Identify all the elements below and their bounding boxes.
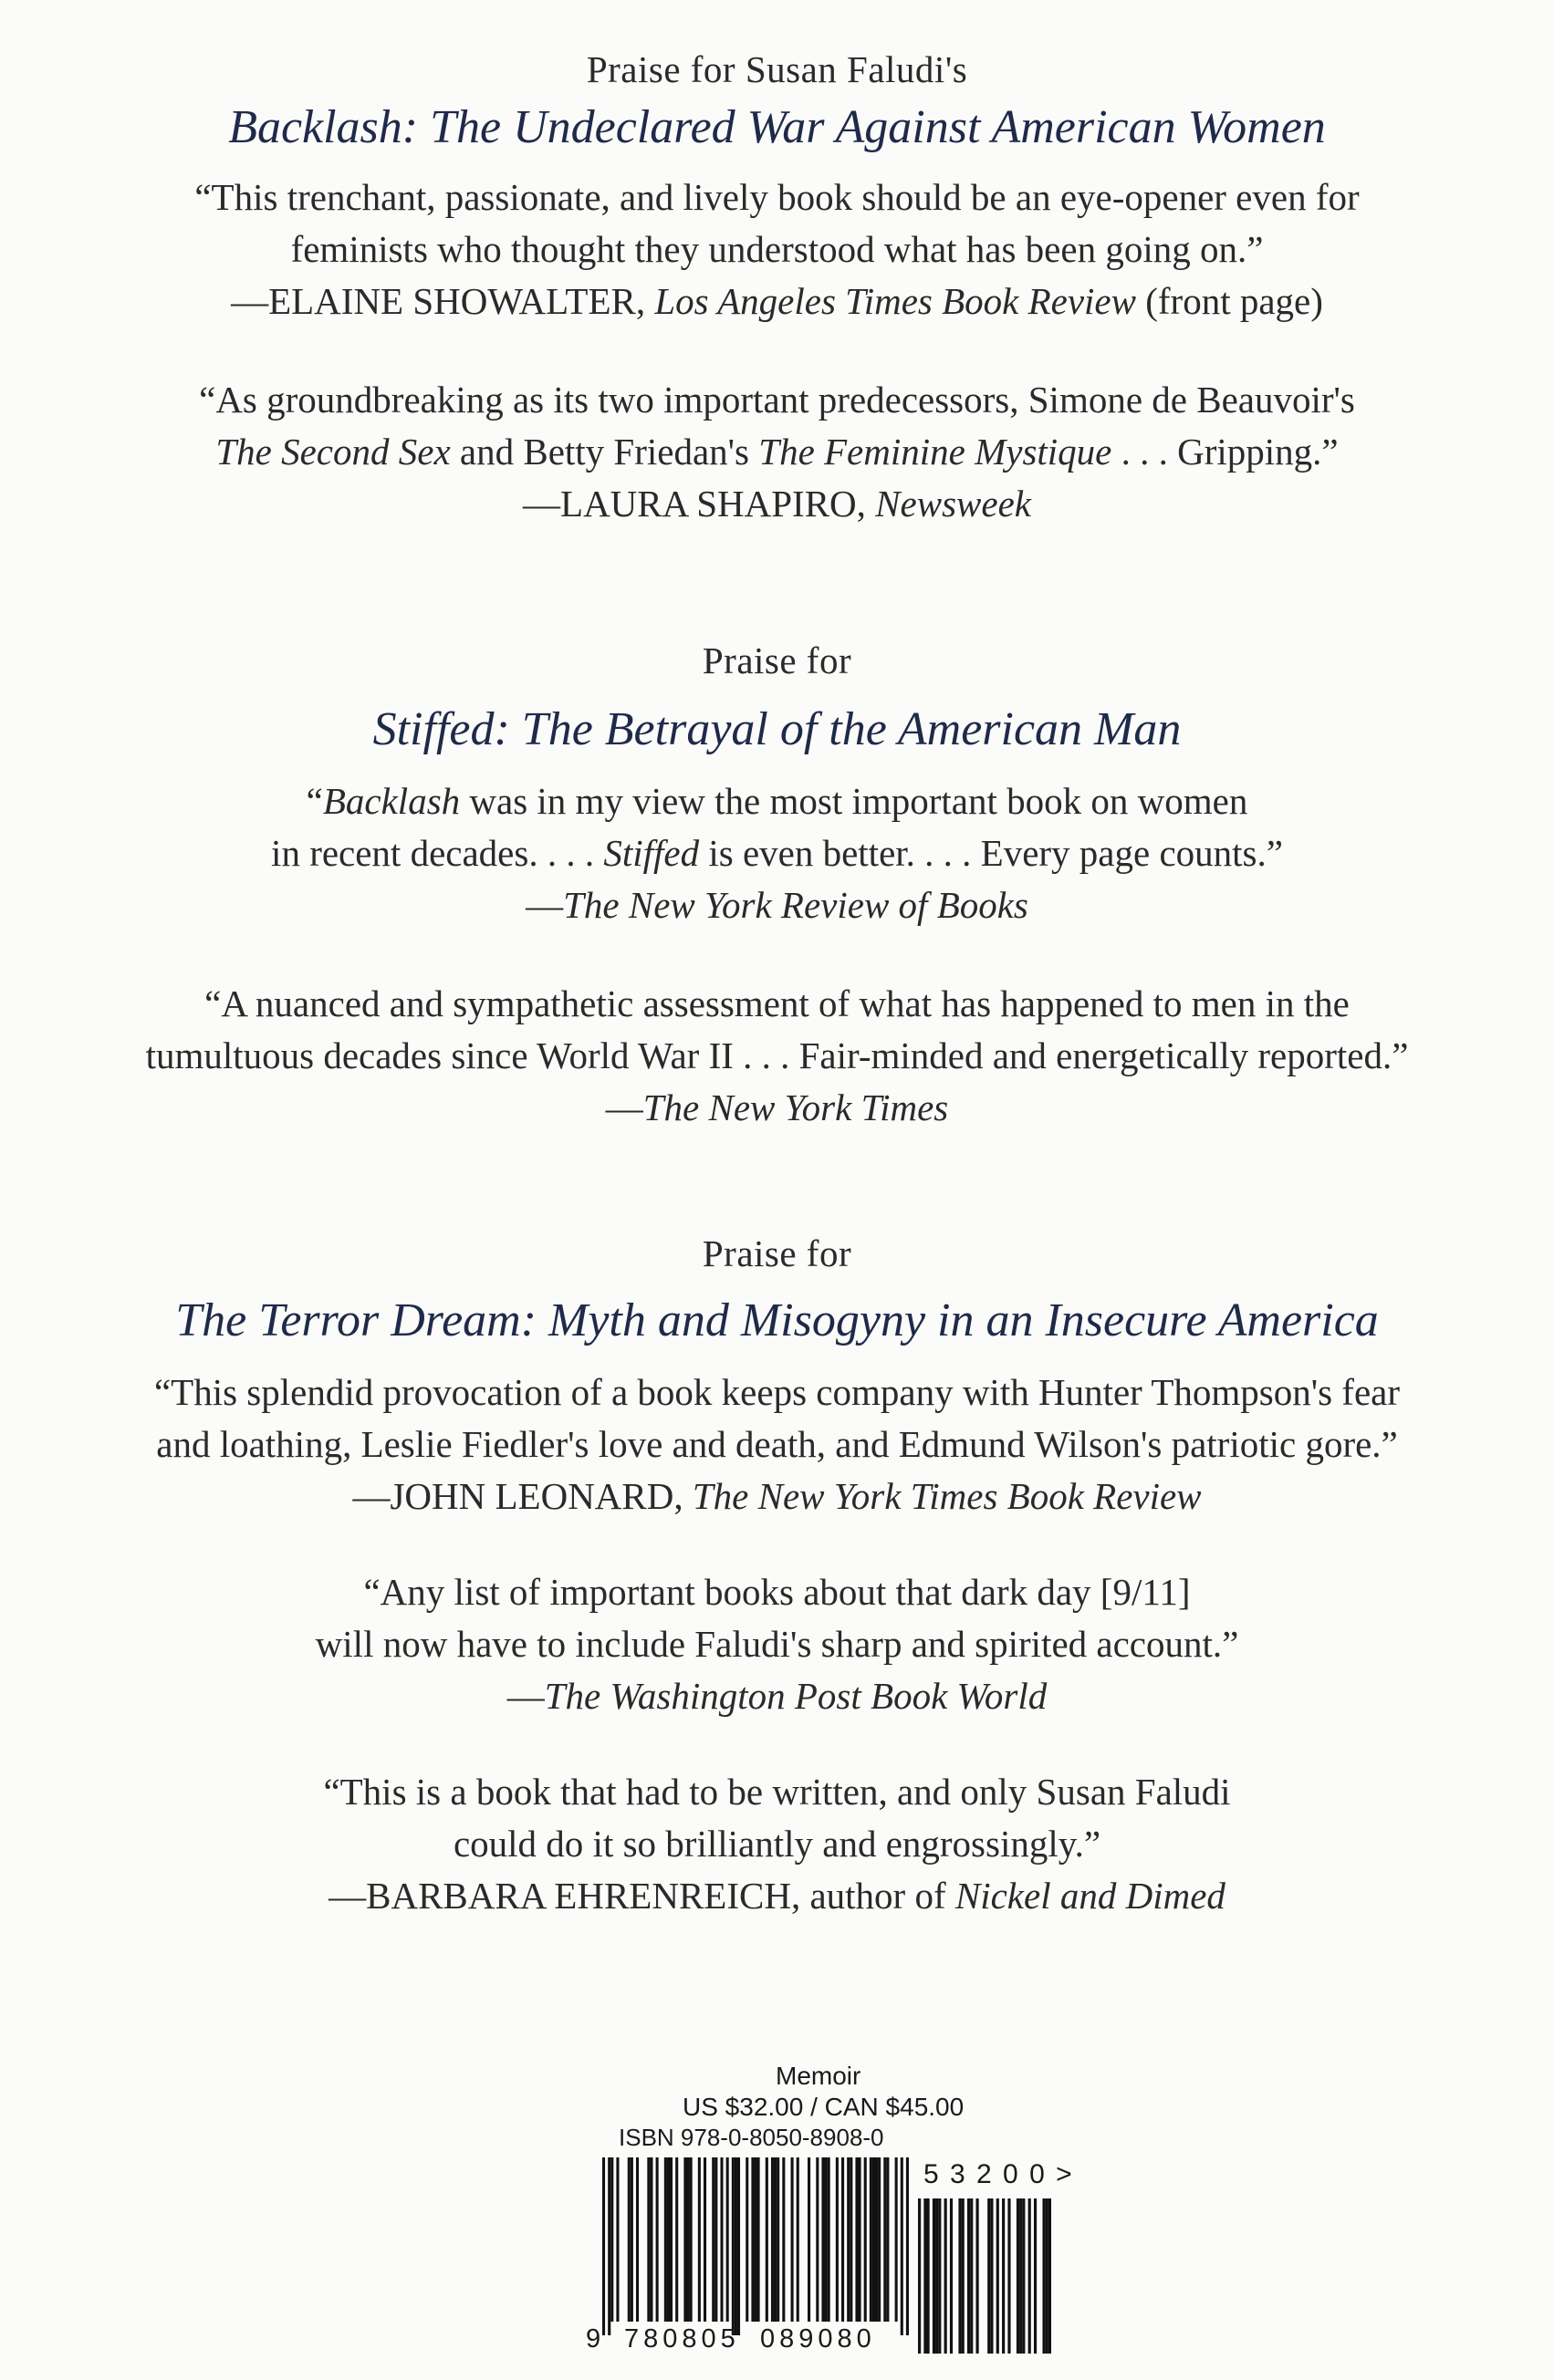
attribution-suffix: (front page) — [1135, 280, 1323, 322]
barcode-bar — [870, 2157, 872, 2322]
barcode-bar — [714, 2157, 717, 2322]
barcode-bar — [967, 2198, 970, 2354]
quote-attribution — [0, 1471, 1554, 1523]
barcode-bar — [923, 2198, 926, 2354]
barcode-bar — [631, 2157, 633, 2322]
barcode-bar — [1046, 2198, 1048, 2354]
barcode-bar — [735, 2157, 737, 2335]
attribution-source: Los Angeles Times Book Review — [654, 280, 1136, 322]
praise-heading-backlash: Praise for Susan Faludi's — [586, 48, 968, 90]
barcode-bar — [732, 2157, 735, 2335]
barcode-bar — [1034, 2198, 1037, 2354]
quote-text: “ — [306, 780, 323, 822]
barcode-bar — [855, 2157, 858, 2322]
barcode-bar — [664, 2157, 667, 2322]
barcode-bar — [797, 2157, 799, 2322]
book-ref: The Feminine Mystique — [758, 431, 1112, 473]
quote-text: . . . Gripping.” — [1111, 431, 1339, 473]
barcode-bar — [602, 2157, 605, 2335]
barcode-bar — [996, 2198, 999, 2354]
isbn-barcode — [602, 2157, 909, 2335]
barcode-bar — [816, 2157, 819, 2322]
book-title-backlash: Backlash: The Undeclared War Against American Women — [228, 101, 1326, 153]
book-title-stiffed: Stiffed: The Betrayal of the American Man — [372, 703, 1182, 755]
isbn-label: ISBN 978-0-8050-8908-0 — [619, 2124, 884, 2151]
barcode-bar — [950, 2198, 953, 2354]
quote-line: will now have to include Faludi's sharp and spirited account.” — [315, 1623, 1239, 1665]
attribution-name: —ELAINE SHOWALTER, — [231, 280, 655, 322]
barcode-bar — [847, 2157, 850, 2322]
attribution-name: —JOHN LEONARD, — [352, 1475, 693, 1517]
barcode-bar — [656, 2157, 659, 2322]
barcode-bar — [746, 2157, 748, 2322]
barcode-bar — [944, 2198, 947, 2354]
price-code: 5 3 2 0 0 > — [923, 2159, 1074, 2189]
barcode-bar — [970, 2198, 973, 2354]
attribution-source: Newsweek — [875, 483, 1031, 525]
barcode-bar — [901, 2157, 903, 2335]
barcode-bar — [712, 2157, 714, 2322]
quote-line — [0, 426, 1554, 478]
barcode-bar — [987, 2198, 990, 2354]
barcode-bar — [821, 2157, 824, 2322]
barcode-bar — [608, 2157, 610, 2335]
barcode-bar — [670, 2157, 673, 2322]
quote-line: and loathing, Leslie Fiedler's love and death, and Edmund Wilson's patriotic gore.” — [156, 1423, 1398, 1465]
barcode-bar — [886, 2157, 889, 2322]
attribution-name: —LAURA SHAPIRO, — [523, 483, 876, 525]
attribution-name: — — [526, 884, 564, 926]
barcode-bar — [737, 2157, 740, 2335]
quote-line: “This is a book that had to be written, and only Susan Faludi — [323, 1771, 1231, 1813]
barcode-digits-left: 780805 — [624, 2324, 740, 2354]
barcode-bar — [667, 2157, 670, 2322]
attribution-name: —BARBARA EHRENREICH, author of — [329, 1875, 955, 1917]
barcode-bar — [825, 2157, 828, 2322]
attribution-source: The Washington Post Book World — [544, 1675, 1048, 1717]
quote-line — [0, 775, 1554, 827]
barcode-bar — [836, 2157, 839, 2322]
barcode-bar — [1007, 2198, 1010, 2354]
barcode-bar — [791, 2157, 794, 2322]
barcode-bar — [895, 2157, 898, 2322]
attribution-source: The New York Review of Books — [563, 884, 1028, 926]
quote-line — [0, 827, 1554, 879]
barcode-bar — [872, 2157, 875, 2322]
barcode-bar — [636, 2157, 639, 2322]
barcode-bar — [616, 2157, 619, 2322]
barcode-block — [584, 2062, 1074, 2358]
barcode-bar — [864, 2157, 867, 2322]
barcode-bar — [1019, 2198, 1022, 2354]
barcode-bar — [1022, 2198, 1025, 2354]
quote-line: “A nuanced and sympathetic assessment of what has happened to men in the — [204, 982, 1350, 1024]
quote-line: could do it so brilliantly and engrossingly.” — [453, 1823, 1101, 1865]
barcode-bar — [650, 2157, 652, 2322]
praise-heading-terror-dream: Praise for — [702, 1232, 852, 1274]
quote-text: and Betty Friedan's — [450, 431, 759, 473]
barcode-bar — [1017, 2198, 1019, 2354]
barcode-bar — [875, 2157, 878, 2322]
quote-line: feminists who thought they understood what has been going on.” — [290, 228, 1264, 270]
barcode-bar — [777, 2157, 779, 2322]
quote-text: is even better. . . . Every page counts.” — [699, 832, 1283, 874]
barcode-bar — [906, 2157, 909, 2335]
barcode-bar — [720, 2157, 723, 2322]
attribution-name: — — [605, 1086, 643, 1128]
quote-text: was in my view the most important book on women — [460, 780, 1248, 822]
barcode-digit-lead: 9 — [586, 2324, 601, 2354]
barcode-bar — [828, 2157, 830, 2322]
quote-text: in recent decades. . . . — [271, 832, 604, 874]
barcode-bar — [935, 2198, 938, 2354]
praise-heading-stiffed: Praise for — [702, 639, 852, 681]
barcode-bar — [962, 2198, 965, 2354]
barcode-bar — [883, 2157, 886, 2322]
price-addon-barcode — [918, 2198, 1051, 2354]
book-ref: Stiffed — [603, 832, 700, 874]
barcode-bar — [698, 2157, 701, 2322]
quote-line: “This trenchant, passionate, and lively book should be an eye-opener even for — [194, 176, 1360, 218]
book-ref: Backlash — [322, 780, 461, 822]
quote-attribution — [0, 478, 1554, 530]
quote-attribution — [0, 1870, 1554, 1922]
barcode-bar — [754, 2157, 756, 2322]
price-label: US $32.00 / CAN $45.00 — [683, 2093, 965, 2121]
barcode-bar — [686, 2157, 689, 2322]
barcode-bar — [1028, 2198, 1031, 2354]
barcode-bar — [975, 2198, 978, 2354]
barcode-digits-right: 089080 — [760, 2324, 876, 2354]
barcode-bar — [958, 2198, 961, 2354]
barcode-bar — [766, 2157, 768, 2322]
quote-attribution — [0, 1082, 1554, 1134]
barcode-bar — [610, 2157, 613, 2322]
barcode-bar — [933, 2198, 935, 2354]
barcode-bar — [726, 2157, 729, 2322]
barcode-bar — [878, 2157, 881, 2322]
quote-line: “Any list of important books about that dark day [9/11] — [363, 1571, 1191, 1613]
barcode-bar — [757, 2157, 760, 2322]
attribution-source: The New York Times Book Review — [692, 1475, 1202, 1517]
quote-attribution — [0, 879, 1554, 931]
barcode-bar — [1048, 2198, 1051, 2354]
barcode-bar — [927, 2198, 930, 2354]
barcode-bar — [771, 2157, 774, 2322]
barcode-bar — [841, 2157, 844, 2322]
barcode-bar — [1042, 2198, 1045, 2354]
barcode-bar — [808, 2157, 810, 2322]
quote-line: “This splendid provocation of a book keeps company with Hunter Thompson's fear — [153, 1371, 1401, 1413]
barcode-bar — [683, 2157, 686, 2322]
barcode-bar — [628, 2157, 631, 2322]
barcode-bar — [675, 2157, 678, 2322]
barcode-bar — [751, 2157, 754, 2322]
barcode-bar — [990, 2198, 993, 2354]
barcode-bar — [690, 2157, 693, 2322]
barcode-bar — [938, 2198, 941, 2354]
book-title-terror-dream: The Terror Dream: Myth and Misogyny in an Insecure America — [175, 1294, 1379, 1346]
book-ref: The Second Sex — [215, 431, 451, 473]
barcode-bar — [647, 2157, 650, 2322]
barcode-bar — [850, 2157, 852, 2322]
quote-line: tumultuous decades since World War II . . . Fair-minded and energetically reported.” — [145, 1034, 1409, 1076]
quote-line: “As groundbreaking as its two important predecessors, Simone de Beauvoir's — [199, 379, 1355, 421]
barcode-bar — [1002, 2198, 1005, 2354]
attribution-source: The New York Times — [642, 1086, 949, 1128]
barcode-bar — [782, 2157, 785, 2322]
barcode-bar — [859, 2157, 861, 2322]
quote-attribution — [0, 275, 1554, 327]
barcode-bar — [704, 2157, 706, 2322]
category-label: Memoir — [776, 2062, 861, 2090]
attribution-source: Nickel and Dimed — [954, 1875, 1225, 1917]
attribution-name: — — [506, 1675, 545, 1717]
barcode-bar — [774, 2157, 777, 2322]
quote-attribution — [0, 1670, 1554, 1722]
barcode-bar — [918, 2198, 921, 2354]
